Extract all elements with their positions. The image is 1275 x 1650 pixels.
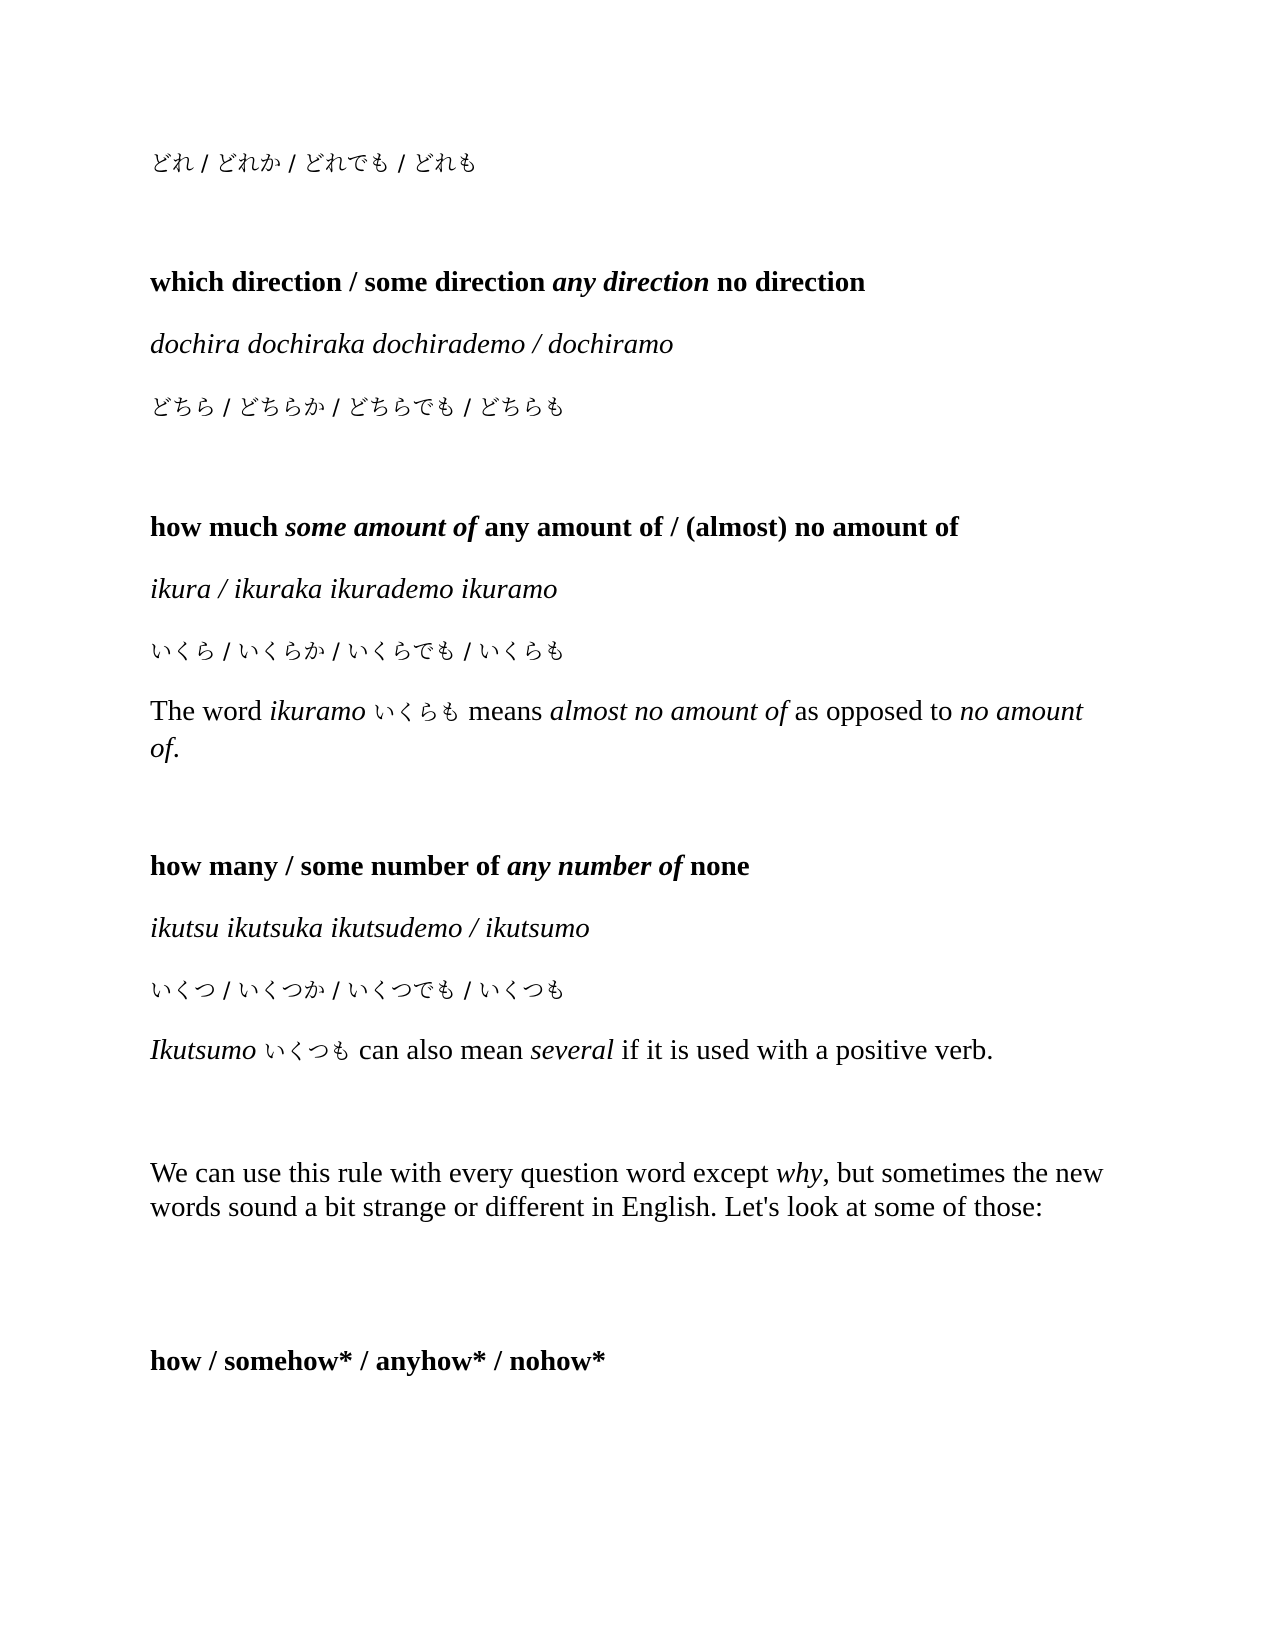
note-italic: almost no amount of	[549, 695, 788, 727]
note-italic: no amount of	[150, 695, 1083, 764]
heading-part: none	[682, 850, 750, 882]
ikutsu-kana-line: いくつ / いくつか / いくつでも / いくつも	[150, 979, 567, 1004]
how-much-heading	[150, 510, 959, 544]
ikura-romaji-line: ikura / ikuraka ikurademo ikuramo	[150, 573, 558, 605]
note-kana: いくつも	[263, 1040, 352, 1065]
heading-italic-part: any direction	[552, 266, 710, 298]
note-italic: Ikutsumo	[150, 1034, 257, 1066]
heading-italic-part: some amount of	[285, 511, 478, 543]
dochira-romaji-line: dochira dochiraka dochirademo / dochiramo	[150, 328, 674, 360]
which-direction-heading	[150, 265, 865, 299]
note-italic: ikuramo	[269, 695, 366, 727]
dochira-kana-line: どちら / どちらか / どちらでも / どちらも	[150, 396, 566, 421]
paragraph-text: We can use this rule with every question word except	[150, 1157, 776, 1189]
how-many-heading	[150, 849, 750, 883]
paragraph-italic: why	[775, 1157, 823, 1189]
heading-part: no direction	[709, 266, 866, 298]
how-heading: how / somehow* / anyhow* / nohow*	[150, 1345, 607, 1377]
heading-part: any amount of / (almost) no amount of	[477, 511, 959, 543]
ikutsu-romaji-line: ikutsu ikutsuka ikutsudemo / ikutsumo	[150, 912, 590, 944]
note-kana: いくらも	[373, 701, 462, 726]
ikutsumo-note-paragraph	[150, 1033, 1120, 1070]
note-italic: several	[530, 1034, 615, 1066]
note-text: .	[172, 732, 180, 764]
note-text: can also mean	[351, 1034, 531, 1066]
dore-kana-line: どれ / どれか / どれでも / どれも	[150, 152, 479, 177]
ikuramo-note-paragraph	[150, 694, 1120, 765]
ikura-kana-line: いくら / いくらか / いくらでも / いくらも	[150, 640, 566, 665]
heading-part: how much	[150, 511, 286, 543]
note-text: if it is used with a positive verb.	[614, 1034, 994, 1066]
heading-part: how many / some number of	[150, 850, 508, 882]
note-text: means	[461, 695, 550, 727]
heading-part: which direction / some direction	[150, 266, 553, 298]
heading-italic-part: any number of	[507, 850, 683, 882]
note-text: The word	[150, 695, 270, 727]
paragraph-text: , but sometimes the new words sound a bit strange or different in English. Let's look at some of those:	[150, 1157, 1104, 1223]
note-text: as opposed to	[787, 695, 960, 727]
rule-paragraph	[150, 1156, 1120, 1224]
